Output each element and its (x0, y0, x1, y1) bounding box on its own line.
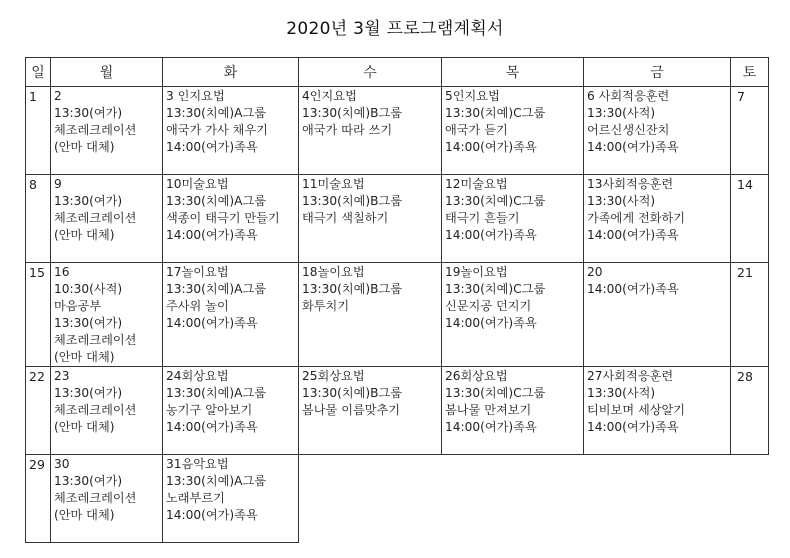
day-heading: 2 (54, 89, 62, 103)
schedule-line: 화투치기 (302, 299, 350, 313)
schedule-line: 농기구 알아보기 (166, 403, 253, 417)
schedule-line: 13:30(여가) (54, 316, 123, 330)
week-row (26, 455, 769, 543)
day-cell (584, 367, 731, 455)
schedule-line: 14:00(여가)족욕 (587, 228, 679, 242)
schedule-line: 13:30(치예)B그룹 (302, 106, 403, 120)
schedule-line: 13:30(치예)A그룹 (166, 474, 267, 488)
day-heading: 20 (587, 265, 603, 279)
header-saturday: 토 (731, 58, 769, 87)
schedule-line: (안마 대체) (54, 140, 115, 154)
sunday-date: 22 (29, 369, 45, 384)
schedule-line: 13:30(치예)A그룹 (166, 282, 267, 296)
schedule-line: 13:30(치예)C그룹 (445, 106, 546, 120)
schedule-line: 13:30(치예)A그룹 (166, 106, 267, 120)
schedule-line: 체조레크레이션 (54, 333, 137, 347)
schedule-line: 14:00(여가)족욕 (445, 140, 537, 154)
saturday-date: 14 (737, 177, 753, 192)
schedule-line: 13:30(사적) (587, 106, 656, 120)
schedule-line: (안마 대체) (54, 420, 115, 434)
day-cell (442, 87, 584, 175)
schedule-line: 14:00(여가)족욕 (166, 316, 258, 330)
schedule-line: 14:00(여가)족욕 (166, 140, 258, 154)
day-cell (299, 367, 442, 455)
day-heading: 3 인지요법 (166, 89, 225, 103)
week-row (26, 175, 769, 263)
day-cell (163, 455, 299, 543)
schedule-line: 13:30(여가) (54, 106, 123, 120)
header-friday: 금 (584, 58, 731, 87)
schedule-line: 태극기 흔들기 (445, 211, 520, 225)
day-cell (163, 87, 299, 175)
schedule-line: 14:00(여가)족욕 (166, 228, 258, 242)
schedule-line: 어르신생신잔치 (587, 123, 670, 137)
schedule-line: 13:30(치예)A그룹 (166, 386, 267, 400)
schedule-line: 13:30(치예)A그룹 (166, 194, 267, 208)
schedule-line: 체조레크레이션 (54, 211, 137, 225)
schedule-line: 13:30(치예)C그룹 (445, 194, 546, 208)
schedule-line: 체조레크레이션 (54, 123, 137, 137)
day-heading: 23 (54, 369, 70, 383)
day-heading: 27사회적응훈련 (587, 369, 674, 383)
schedule-line: 13:30(치예)C그룹 (445, 282, 546, 296)
saturday-cell (731, 367, 769, 455)
day-cell (299, 87, 442, 175)
sunday-date: 15 (29, 265, 45, 280)
schedule-line: 13:30(치예)C그룹 (445, 386, 546, 400)
schedule-line: 13:30(치예)B그룹 (302, 194, 403, 208)
header-wednesday: 수 (299, 58, 442, 87)
day-heading: 31음악요법 (166, 457, 229, 471)
weekday-header-row (26, 58, 769, 87)
day-cell (163, 263, 299, 367)
day-cell (51, 87, 163, 175)
sunday-date: 29 (29, 457, 45, 472)
day-cell (299, 263, 442, 367)
header-tuesday: 화 (163, 58, 299, 87)
day-heading: 12미술요법 (445, 177, 508, 191)
day-cell (299, 175, 442, 263)
schedule-line: (안마 대체) (54, 350, 115, 364)
day-cell (163, 367, 299, 455)
day-heading: 17놀이요법 (166, 265, 229, 279)
empty-cell (299, 455, 769, 543)
day-cell (51, 455, 163, 543)
schedule-line: 노래부르기 (166, 491, 225, 505)
day-cell (51, 175, 163, 263)
saturday-date: 21 (737, 265, 753, 280)
day-cell (51, 367, 163, 455)
day-heading: 9 (54, 177, 62, 191)
header-sunday: 일 (26, 58, 51, 87)
header-thursday: 목 (442, 58, 584, 87)
schedule-line: 가족에게 전화하기 (587, 211, 686, 225)
saturday-cell (731, 263, 769, 367)
schedule-line: 14:00(여가)족욕 (587, 420, 679, 434)
schedule-line: 13:30(여가) (54, 386, 123, 400)
schedule-line: 14:00(여가)족욕 (445, 420, 537, 434)
schedule-line: 애국가 가사 채우기 (166, 123, 268, 137)
day-heading: 30 (54, 457, 70, 471)
day-heading: 24회상요법 (166, 369, 229, 383)
day-heading: 25회상요법 (302, 369, 365, 383)
schedule-line: 주사위 놀이 (166, 299, 229, 313)
saturday-date: 7 (737, 89, 745, 104)
schedule-line: 태극기 색칠하기 (302, 211, 389, 225)
schedule-line: (안마 대체) (54, 228, 115, 242)
sunday-cell (26, 263, 51, 367)
schedule-line: 13:30(여가) (54, 194, 123, 208)
day-heading: 11미술요법 (302, 177, 365, 191)
schedule-line: 체조레크레이션 (54, 403, 137, 417)
schedule-line: 티비보며 세상알기 (587, 403, 686, 417)
day-cell (442, 263, 584, 367)
day-cell (442, 367, 584, 455)
schedule-line: 신문지공 던지기 (445, 299, 532, 313)
schedule-line: 14:00(여가)족욕 (587, 140, 679, 154)
schedule-line: 마음공부 (54, 299, 102, 313)
day-heading: 26회상요법 (445, 369, 508, 383)
day-cell (163, 175, 299, 263)
day-cell (51, 263, 163, 367)
sunday-date: 8 (29, 177, 37, 192)
schedule-line: 14:00(여가)족욕 (445, 228, 537, 242)
schedule-line: 13:30(사적) (587, 386, 656, 400)
day-heading: 4인지요법 (302, 89, 357, 103)
saturday-cell (731, 87, 769, 175)
schedule-line: 14:00(여가)족욕 (166, 508, 258, 522)
sunday-date: 1 (29, 89, 37, 104)
schedule-line: 13:30(치예)B그룹 (302, 282, 403, 296)
schedule-line: 14:00(여가)족욕 (166, 420, 258, 434)
day-heading: 5인지요법 (445, 89, 500, 103)
schedule-line: 색종이 태극기 만들기 (166, 211, 280, 225)
schedule-line: 봄나물 만져보기 (445, 403, 532, 417)
day-heading: 6 사회적응훈련 (587, 89, 670, 103)
page-title: 2020년 3월 프로그램계획서 (286, 19, 504, 39)
schedule-line: 13:30(여가) (54, 474, 123, 488)
day-heading: 18놀이요법 (302, 265, 365, 279)
week-row (26, 87, 769, 175)
schedule-line: 14:00(여가)족욕 (587, 282, 679, 296)
day-cell (442, 175, 584, 263)
day-heading: 13사회적응훈련 (587, 177, 674, 191)
week-row (26, 263, 769, 367)
schedule-line: 봄나물 이름맞추기 (302, 403, 401, 417)
header-monday: 월 (51, 58, 163, 87)
schedule-line: (안마 대체) (54, 508, 115, 522)
day-heading: 10미술요법 (166, 177, 229, 191)
schedule-line: 13:30(사적) (587, 194, 656, 208)
day-cell (584, 87, 731, 175)
schedule-line: 애국가 따라 쓰기 (302, 123, 393, 137)
saturday-date: 28 (737, 369, 753, 384)
sunday-cell (26, 175, 51, 263)
day-heading: 19놀이요법 (445, 265, 508, 279)
program-calendar-table (25, 57, 769, 543)
schedule-line: 체조레크레이션 (54, 491, 137, 505)
schedule-line: 10:30(사적) (54, 282, 123, 296)
sunday-cell (26, 87, 51, 175)
day-heading: 16 (54, 265, 70, 279)
sunday-cell (26, 455, 51, 543)
sunday-cell (26, 367, 51, 455)
week-row (26, 367, 769, 455)
calendar-body (26, 87, 769, 543)
schedule-line: 13:30(치예)B그룹 (302, 386, 403, 400)
schedule-line: 14:00(여가)족욕 (445, 316, 537, 330)
saturday-cell (731, 175, 769, 263)
day-cell (584, 263, 731, 367)
schedule-line: 애국가 듣기 (445, 123, 508, 137)
day-cell (584, 175, 731, 263)
